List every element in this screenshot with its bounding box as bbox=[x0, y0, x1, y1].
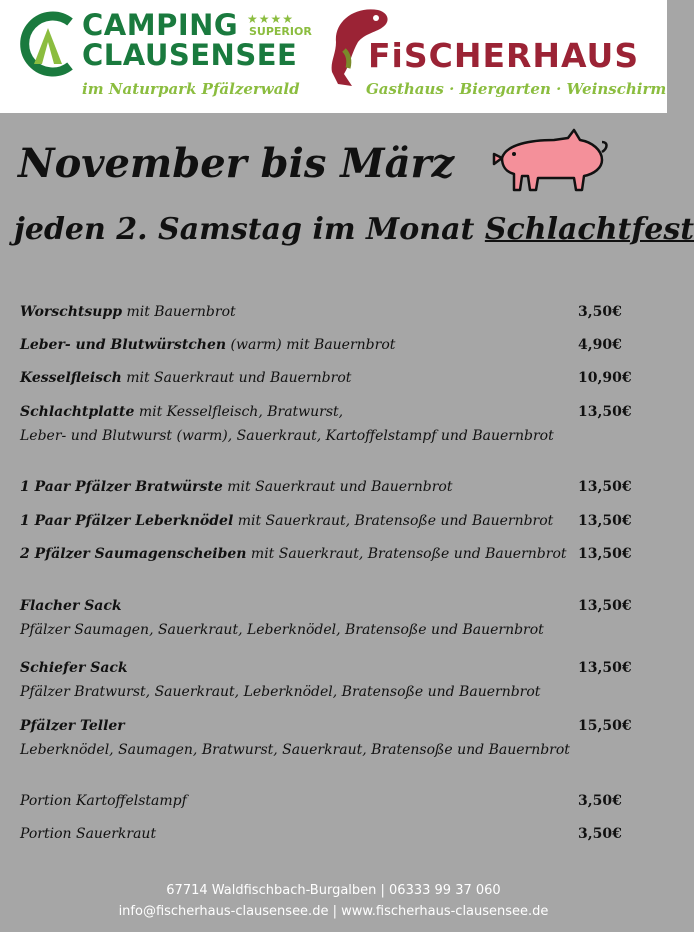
fischerhaus-subtitle: Gasthaus · Biergarten · Weinschirm bbox=[366, 80, 667, 98]
menu-item bbox=[20, 400, 640, 448]
item-name: Schlachtplatte bbox=[20, 404, 135, 420]
item-price: 13,50€ bbox=[578, 404, 632, 420]
menu-item bbox=[20, 822, 640, 846]
menu-subtitle-schlachtfest: Schlachtfest bbox=[484, 212, 694, 247]
menu-item bbox=[20, 594, 640, 642]
menu-item bbox=[20, 542, 640, 566]
item-price: 10,90€ bbox=[578, 370, 632, 386]
item-description: (warm) mit Bauernbrot bbox=[226, 337, 396, 353]
footer-address: 67714 Waldfischbach-Burgalben | 06333 99 37 060 bbox=[166, 883, 501, 898]
item-name: Pfälzer Teller bbox=[20, 718, 125, 734]
item-price: 15,50€ bbox=[578, 718, 632, 734]
menu-item bbox=[20, 789, 640, 813]
item-name: 1 Paar Pfälzer Bratwürste bbox=[20, 479, 223, 495]
camping-name-line1: CAMPING bbox=[82, 8, 239, 42]
item-description: Portion Sauerkraut bbox=[20, 826, 157, 842]
camping-stars: ★★★★ bbox=[247, 12, 295, 26]
menu-subtitle bbox=[14, 212, 694, 247]
menu-item bbox=[20, 366, 640, 390]
item-description: Portion Kartoffelstampf bbox=[20, 793, 187, 809]
item-description-line2: Pfälzer Bratwurst, Sauerkraut, Leberknödel, Bratensoße und Bauernbrot bbox=[20, 684, 541, 700]
item-price: 13,50€ bbox=[578, 546, 632, 562]
item-price: 13,50€ bbox=[578, 513, 632, 529]
camping-tent-logo-icon bbox=[18, 8, 78, 80]
item-price: 3,50€ bbox=[578, 826, 622, 842]
item-price: 4,90€ bbox=[578, 337, 622, 353]
camping-subtitle: im Naturpark Pfälzerwald bbox=[82, 80, 300, 98]
item-price: 13,50€ bbox=[578, 660, 632, 676]
item-description: mit Sauerkraut und Bauernbrot bbox=[121, 370, 352, 386]
menu-item bbox=[20, 300, 640, 324]
item-name: Leber- und Blutwürstchen bbox=[20, 337, 227, 353]
menu-title: November bis März bbox=[18, 140, 455, 187]
menu-item bbox=[20, 475, 640, 499]
camping-name-line2: CLAUSENSEE bbox=[82, 38, 298, 72]
item-name: Schiefer Sack bbox=[20, 660, 128, 676]
item-description-line2: Leberknödel, Saumagen, Bratwurst, Sauerkraut, Bratensoße und Bauernbrot bbox=[20, 742, 570, 758]
item-description-line2: Leber- und Blutwurst (warm), Sauerkraut, Kartoffelstampf und Bauernbrot bbox=[20, 428, 554, 444]
item-price: 13,50€ bbox=[578, 479, 632, 495]
menu-item bbox=[20, 333, 640, 357]
item-name: 2 Pfälzer Saumagenscheiben bbox=[20, 546, 247, 562]
item-description: mit Sauerkraut und Bauernbrot bbox=[222, 479, 453, 495]
menu-item bbox=[20, 509, 640, 533]
item-price: 13,50€ bbox=[578, 598, 632, 614]
item-description: mit Bauernbrot bbox=[122, 304, 236, 320]
menu-item bbox=[20, 656, 640, 704]
header-banner bbox=[0, 0, 667, 113]
item-description: mit Sauerkraut, Bratensoße und Bauernbrot bbox=[246, 546, 567, 562]
camping-superior-label: SUPERIOR bbox=[249, 25, 312, 38]
item-name: Flacher Sack bbox=[20, 598, 122, 614]
pig-icon bbox=[492, 128, 610, 196]
menu-subtitle-prefix: jeden 2. Samstag im Monat bbox=[14, 212, 485, 247]
item-description: mit Sauerkraut, Bratensoße und Bauernbrot bbox=[233, 513, 554, 529]
item-price: 3,50€ bbox=[578, 793, 622, 809]
item-description-line2: Pfälzer Saumagen, Sauerkraut, Leberknödel, Bratensoße und Bauernbrot bbox=[20, 622, 544, 638]
item-price: 3,50€ bbox=[578, 304, 622, 320]
item-name: Kesselfleisch bbox=[20, 370, 122, 386]
item-name: Worschtsupp bbox=[20, 304, 122, 320]
footer-contact: info@fischerhaus-clausensee.de | www.fischerhaus-clausensee.de bbox=[118, 904, 549, 919]
fischerhaus-name: FiSCHERHAUS bbox=[368, 36, 640, 75]
item-name: 1 Paar Pfälzer Leberknödel bbox=[20, 513, 234, 529]
menu-item bbox=[20, 714, 640, 762]
item-description: mit Kesselfleisch, Bratwurst, bbox=[134, 404, 344, 420]
